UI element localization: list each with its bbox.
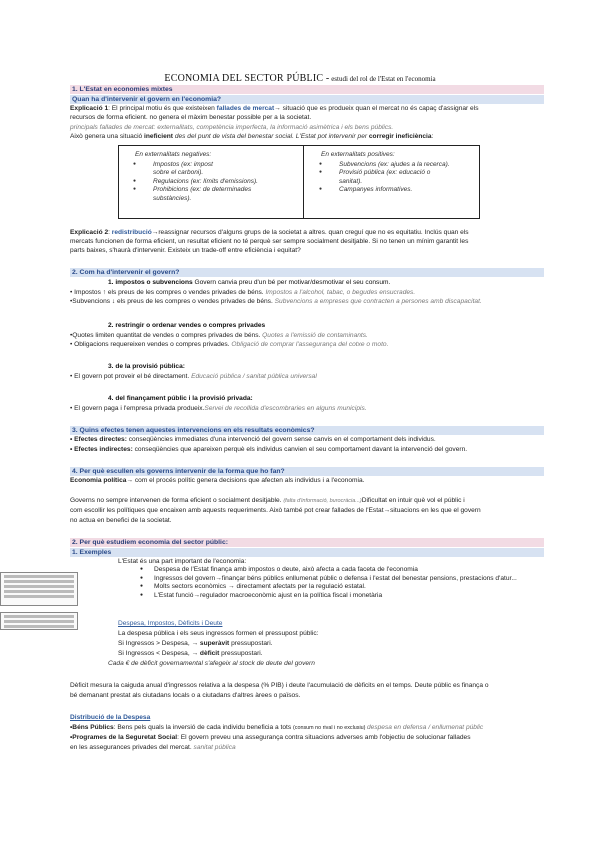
i4-line1 [70, 405, 544, 414]
externalities-box [118, 145, 480, 219]
exp1-line3: principals fallades de mercat: externalitats, competència imperfecta, la informació asimètrica i els bens públics. [70, 124, 394, 131]
page-title [0, 72, 600, 85]
s5-p1: Dèficit mesura la caiguda anual d'ingressos relativa a la despesa (% PIB) i deute l'acumulació de dèficits en el temps. Deute públic es finança o [70, 682, 489, 689]
i4-l1-b: Servei de recollida d'escombraries en alguns municipis. [204, 405, 367, 412]
i2-l2-a: • Obligacions requereixen vendes o compres privades. [70, 341, 232, 348]
section-heading-4: 4. Per què escullen els governs intervenir de la forma que ho fan? [70, 467, 544, 476]
s6-l3-b: sanitat pública [193, 744, 236, 751]
example-item: ● L'Estat funció→regulador macroeconòmic ajust en la política fiscal i monetària [140, 592, 517, 601]
i1-line1 [70, 289, 544, 298]
intervention-1-desc: Govern canvia preu d'un bé per motivar/desmotivar el seu consum. [192, 279, 391, 286]
s3-l1-a: • Efectes directes: [70, 436, 127, 443]
neg-title: En externalitats negatives: [135, 151, 212, 158]
s5-d1: La despesa pública i els seus ingressos formen el pressupost públic: [118, 630, 319, 637]
exp2-line3: parts baixes, s'haurà d'intervenir. Existeix un trade-off entre eficiència i equitat? [70, 247, 301, 254]
thumbnail-image [0, 572, 78, 606]
exp2-term: redistribució [111, 229, 152, 236]
s6-line2 [70, 734, 544, 743]
s5-d2-a: Si Ingressos > Despesa, → [118, 640, 200, 647]
intervention-3-title: 3. de la provisió pública: [108, 363, 185, 370]
i2-l1-b: Quotes a l'emissió de contaminants. [262, 332, 368, 339]
section-heading-5: 2. Per què estudiem economia del sector públic: [70, 538, 544, 547]
section-heading-2: 2. Com ha d'intervenir el govern? [70, 268, 544, 277]
s4-p-l1-c: Dificultat en intuir què vol el públic i [361, 497, 465, 504]
positive-externalities-column [305, 151, 481, 195]
s5-d3 [118, 650, 538, 659]
s4-p-l1-b: (falta d'informació, burocràcia...) [283, 498, 362, 504]
debt-deficit-link[interactable]: Despesa, Impostos, Dèficits i Deute [118, 620, 223, 627]
s6-line3 [70, 744, 544, 753]
s3-l1-b: conseqüències immediates d'una intervenció del govern sense canvis en el comportament dels individus. [126, 436, 436, 443]
i1-l2-b: Subvencions a empreses que contracten a persones amb discapacitat. [274, 298, 482, 305]
s5-d4: Cada € de dèficit governamental s'afegeix al stock de deute del govern [108, 660, 315, 667]
box-divider [303, 146, 304, 218]
section-question-1: Quan ha d'intervenir el govern en l'economia? [70, 95, 544, 104]
i2-line2 [70, 341, 544, 350]
s6-l1-a: •Béns Públics [70, 724, 114, 731]
section-heading-1: 1. L'Estat en economies mixtes [70, 85, 544, 94]
example-item: ● Ingressos del govern→finançar béns públics enllumenat públic o defensa i l'estat del benestar pensions, prestacions d'atur... [140, 575, 517, 584]
i3-l1-b: Educació pública / sanitat pública universal [191, 373, 317, 380]
exp1-line2: recursos de forma eficient. no genera el màxim benestar possible per a la societat. [70, 114, 312, 121]
s3-l2-a: • Efectes indirectes: [70, 446, 133, 453]
section-heading-3: 3. Quins efectes tenen aquestes intervencions en els resultats econòmics? [70, 426, 544, 435]
s6-l1-d: despesa en defensa / enllumenat públic [366, 724, 484, 731]
s5-d3-b: dèficit [199, 650, 220, 657]
s4-l1-b: com el procés polític genera decisions que afecten als individus i a l'economia. [133, 477, 365, 484]
exp1-line1 [70, 105, 544, 114]
i1-l1-a: • Impostos ↑ els preus de les compres o vendes privades de béns. [70, 289, 266, 296]
exp2-text-a: : [108, 229, 112, 236]
s5-d2-c: pressupostari. [229, 640, 273, 647]
s6-l3-a: en les assegurances privades del mercat. [70, 744, 194, 751]
exp1-text-b: → situació que es produeix quan el mercat no és capaç d'assignar els [274, 105, 479, 112]
s4-para-line1 [70, 497, 544, 506]
i4-l1-a: • El govern paga i l'empresa privada produeix. [70, 405, 205, 412]
examples-list [140, 566, 517, 601]
title-main: ECONOMIA DEL SECTOR PÚBLIC - [164, 73, 330, 84]
i3-l1-a: • El govern pot proveir el bé directament. [70, 373, 192, 380]
exp1-l4-e: : [431, 133, 434, 140]
s3-l2-b: conseqüències que apareixen perquè els individus canvien el seu comportament davant la intervenció del govern. [132, 446, 468, 453]
s3-line1 [70, 436, 544, 445]
exp1-term: fallades de mercat [216, 105, 275, 112]
thumbnail-image [0, 612, 78, 630]
exp2-label: Explicació 2 [70, 229, 109, 236]
intervention-1-title: 1. impostos o subvencions [108, 279, 193, 286]
s6-l2-a: •Programes de la Seguretat Social [70, 734, 178, 741]
s6-l1-c: (consum no rival i no exclusiu) [292, 725, 367, 731]
exp1-text-a: : El principal motiu és que existeixen [108, 105, 217, 112]
neg-item: ● Regulacions (ex: límits d'emissions). [119, 178, 303, 187]
i2-l1-a: •Quotes limiten quantitat de vendes o compres privades de béns. [70, 332, 263, 339]
exp2-line1 [70, 229, 544, 238]
example-item: ● Molts sectors econòmics → directament afectats per la regulació estatal. [140, 583, 517, 592]
pos-item: ● Campanyes informatives. [305, 186, 481, 195]
s3-line2 [70, 446, 544, 455]
s5-d2 [118, 640, 538, 649]
intervention-1 [108, 279, 390, 288]
s5-d2-b: superàvit [199, 640, 230, 647]
exp1-l4-a: Això genera una situació [70, 133, 145, 140]
exp2-text-b: →reassignar recursos d'alguns grups de la societat a altres. quan creguí que no es equitatiu. Inclús quan els [151, 229, 469, 236]
pos-item: ● Subvencions (ex: ajudes a la recerca). [305, 161, 455, 170]
neg-item: ● Impostos (ex: impost sobre el carboni). [119, 161, 229, 178]
exp1-line4 [70, 133, 544, 142]
distribution-heading[interactable]: Distribució de la Despesa [70, 714, 151, 721]
negative-externalities-column [119, 151, 303, 203]
i3-line1 [70, 373, 544, 382]
i1-line2 [70, 298, 544, 307]
s5-d3-a: Si Ingressos < Despesa, → [118, 650, 200, 657]
exp1-l4-d: corregir ineficiència [368, 133, 432, 140]
exp2-line2: mercats funcionen de forma eficient, un resultat eficient no té perquè ser sempre socialment desitjable. Si no tenen un mínim garantit les [70, 238, 469, 245]
s4-para-line2: com escollir les polítiques que encaixen amb aquests requeriments. Això també pot crear fallades de l'Estat→situacions en les que el govern [70, 507, 481, 514]
pos-item: ● Provisió pública (ex: educació o sanitat). [305, 169, 455, 186]
neg-item: ● Prohibicions (ex: de determinades substàncies). [119, 186, 259, 203]
s4-p-l1-a: Governs no sempre intervenen de forma eficient o socialment desitjable. [70, 497, 284, 504]
intervention-2-title: 2. restringir o ordenar vendes o compres privades [108, 322, 266, 329]
s5-intro: L'Estat és una part important de l'economia: [118, 558, 247, 565]
s4-line1 [70, 477, 544, 486]
s6-l1-b: : Bens pels quals la inversió de cada individu beneficia a tots [113, 724, 293, 731]
i1-l1-b: Impostos a l'alcohol, tabac, o begudes ensucrades. [265, 289, 416, 296]
exp1-label: Explicació 1 [70, 105, 109, 112]
i1-l2-a: •Subvencions ↓ els preus de les compres o vendes privades de béns. [70, 298, 275, 305]
s5-p2: bé demanant prestat als ciutadans locals o a ciutadans d'altres àrees o països. [70, 692, 301, 699]
pos-title: En externalitats positives: [321, 151, 395, 158]
s4-para-line3: no actua en benefici de la societat. [70, 517, 172, 524]
exp1-l4-b: ineficient [144, 133, 173, 140]
s5-d3-c: pressupostari. [219, 650, 263, 657]
exp1-l4-c: des del punt de vista del benestar social. L'Estat pot intervenir per [173, 133, 369, 140]
i2-line1 [70, 332, 544, 341]
intervention-4-title: 4. del finançament públic i la provisió privada: [108, 395, 253, 402]
i2-l2-b: Obligació de comprar l'assegurança del cotxe o moto. [231, 341, 389, 348]
example-item: ● Despesa de l'Estat finança amb impostos o deute, això afecta a cada faceta de l'economia [140, 566, 517, 575]
s4-l1-a: Economia política→ [70, 477, 134, 484]
s6-l2-b: : El govern preveu una assegurança contra situacions adverses amb l'objectiu de solucionar fallades [177, 734, 471, 741]
section-sub-5: 1. Exemples [70, 548, 544, 557]
title-sub: estudi del rol de l'Estat en l'economia [329, 75, 436, 83]
s6-line1 [70, 724, 544, 733]
